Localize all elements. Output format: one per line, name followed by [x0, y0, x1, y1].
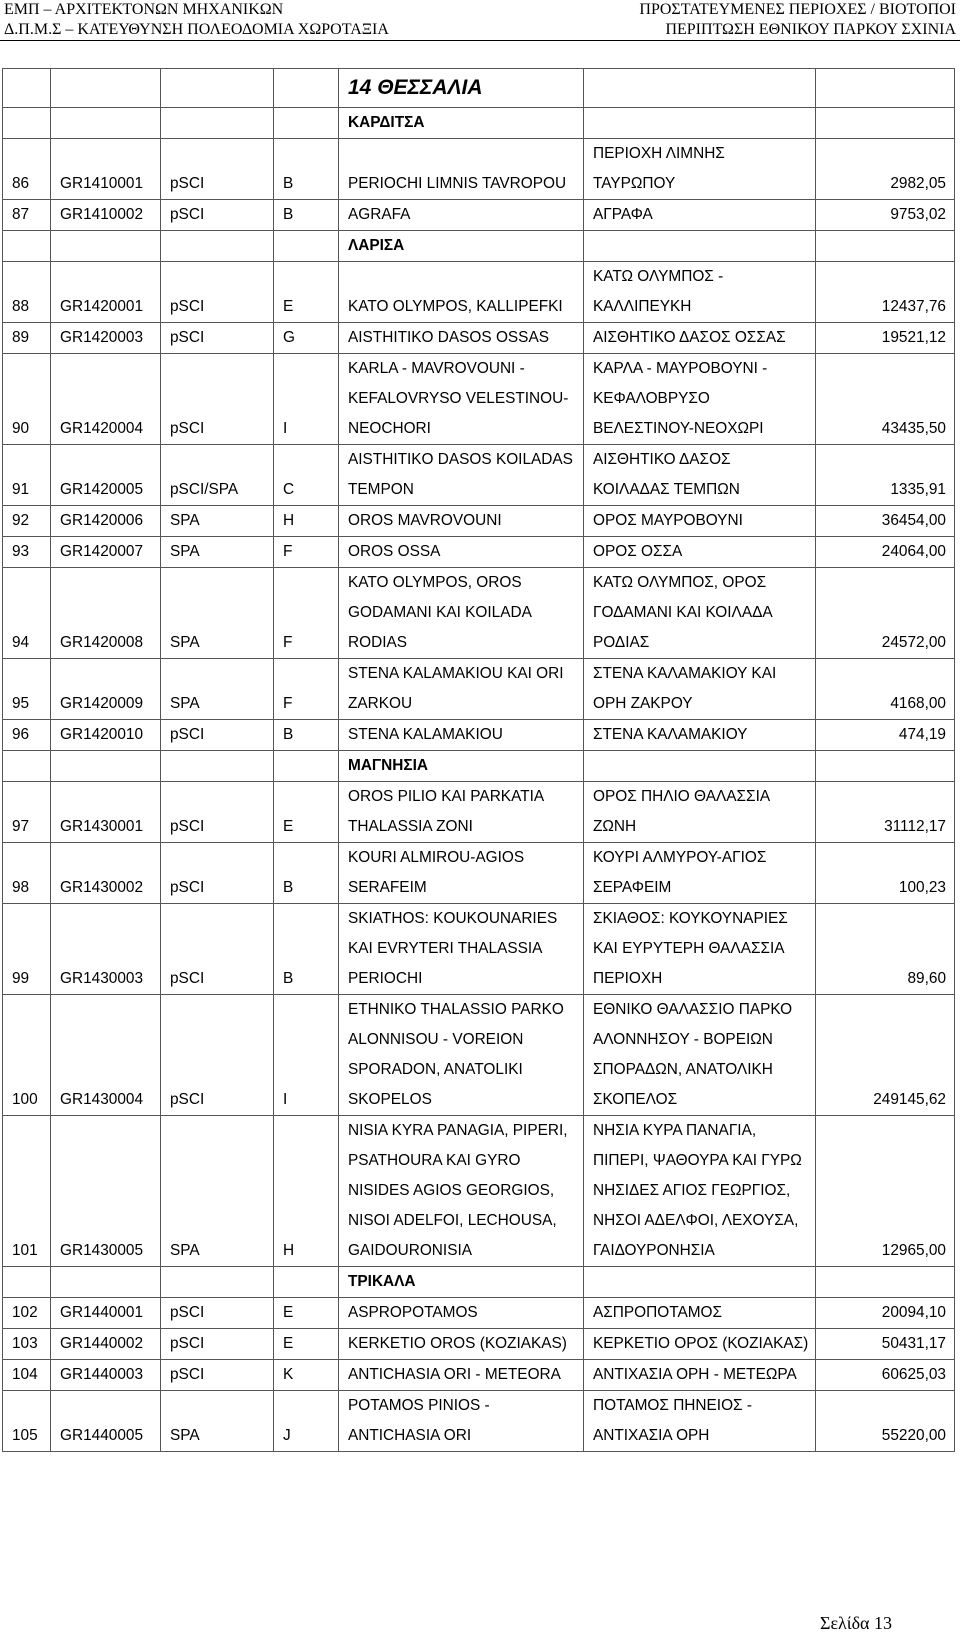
empty-cell	[274, 1267, 339, 1298]
region-row	[3, 231, 955, 262]
site-code: GR1420001	[51, 262, 161, 323]
site-name-greek: ΝΗΣΙΑ ΚΥΡΑ ΠΑΝΑΓΙΑ, ΠΙΠΕΡΙ, ΨΑΘΟΥΡΑ ΚΑΙ ΓΥΡΩ ΝΗΣΙΔΕΣ ΑΓΙΟΣ ΓΕΩΡΓΙΟΣ, ΝΗΣΟΙ ΑΔΕΛΦΟΙ, ΛΕΧΟΥΣΑ, ΓΑΙΔΟΥΡΟΝΗΣΙΑ	[584, 1116, 816, 1267]
row-number: 100	[3, 995, 51, 1116]
table-row	[3, 1329, 955, 1360]
site-code: GR1440003	[51, 1360, 161, 1391]
region-title: ΜΑΓΝΗΣΙΑ	[339, 751, 584, 782]
row-number: 87	[3, 200, 51, 231]
site-name-latin: AISTHITIKO DASOS OSSAS	[339, 323, 584, 354]
table-row	[3, 506, 955, 537]
section-row	[3, 69, 955, 108]
row-number: 104	[3, 1360, 51, 1391]
empty-cell	[51, 1267, 161, 1298]
site-category: E	[274, 1329, 339, 1360]
empty-cell	[274, 751, 339, 782]
region-row	[3, 108, 955, 139]
site-category: I	[274, 354, 339, 445]
site-name-latin: KATO OLYMPOS, OROS GODAMANI KAI KOILADA RODIAS	[339, 568, 584, 659]
site-code: GR1430002	[51, 843, 161, 904]
table-row	[3, 1298, 955, 1329]
row-number: 103	[3, 1329, 51, 1360]
table-row	[3, 1360, 955, 1391]
empty-cell	[816, 231, 955, 262]
site-code: GR1420007	[51, 537, 161, 568]
row-number: 95	[3, 659, 51, 720]
site-category: B	[274, 904, 339, 995]
empty-cell	[584, 751, 816, 782]
row-number: 89	[3, 323, 51, 354]
site-name-greek: ΚΟΥΡΙ ΑΛΜΥΡΟΥ-ΑΓΙΟΣ ΣΕΡΑΦΕΙΜ	[584, 843, 816, 904]
site-type: pSCI	[161, 200, 274, 231]
site-category: B	[274, 843, 339, 904]
site-category: F	[274, 659, 339, 720]
row-number: 97	[3, 782, 51, 843]
site-area: 249145,62	[816, 995, 955, 1116]
site-area: 60625,03	[816, 1360, 955, 1391]
site-name-greek: ΚΑΡΛΑ - ΜΑΥΡΟΒΟΥΝΙ - ΚΕΦΑΛΟΒΡΥΣΟ ΒΕΛΕΣΤΙΝΟΥ-ΝΕΟΧΩΡΙ	[584, 354, 816, 445]
protected-areas-table	[2, 68, 955, 1452]
site-name-latin: OROS MAVROVOUNI	[339, 506, 584, 537]
region-title: ΛΑΡΙΣΑ	[339, 231, 584, 262]
site-area: 24064,00	[816, 537, 955, 568]
row-number: 91	[3, 445, 51, 506]
site-type: pSCI	[161, 1329, 274, 1360]
site-code: GR1430004	[51, 995, 161, 1116]
empty-cell	[584, 231, 816, 262]
site-name-latin: PERIOCHI LIMNIS TAVROPOU	[339, 139, 584, 200]
empty-cell	[51, 231, 161, 262]
site-type: pSCI	[161, 720, 274, 751]
site-area: 1335,91	[816, 445, 955, 506]
table-row	[3, 200, 955, 231]
site-name-latin: KARLA - MAVROVOUNI - KEFALOVRYSO VELESTINOU-NEOCHORI	[339, 354, 584, 445]
site-area: 19521,12	[816, 323, 955, 354]
empty-cell	[3, 69, 51, 108]
header-left	[4, 0, 389, 40]
site-name-greek: ΕΘΝΙΚΟ ΘΑΛΑΣΣΙΟ ΠΑΡΚΟ ΑΛΟΝΝΗΣΟΥ - ΒΟΡΕΙΩΝ ΣΠΟΡΑΔΩΝ, ΑΝΑΤΟΛΙΚΗ ΣΚΟΠΕΛΟΣ	[584, 995, 816, 1116]
site-category: E	[274, 262, 339, 323]
empty-cell	[3, 108, 51, 139]
site-name-greek: ΑΙΣΘΗΤΙΚΟ ΔΑΣΟΣ ΚΟΙΛΑΔΑΣ ΤΕΜΠΩΝ	[584, 445, 816, 506]
site-name-latin: AISTHITIKO DASOS KOILADAS TEMPON	[339, 445, 584, 506]
site-category: C	[274, 445, 339, 506]
site-type: pSCI	[161, 323, 274, 354]
site-type: pSCI	[161, 904, 274, 995]
site-area: 474,19	[816, 720, 955, 751]
site-type: SPA	[161, 659, 274, 720]
site-area: 36454,00	[816, 506, 955, 537]
empty-cell	[51, 108, 161, 139]
site-code: GR1420008	[51, 568, 161, 659]
empty-cell	[161, 108, 274, 139]
table-row	[3, 1116, 955, 1267]
table-row	[3, 354, 955, 445]
site-category: F	[274, 568, 339, 659]
site-name-greek: ΑΝΤΙΧΑΣΙΑ ΟΡΗ - ΜΕΤΕΩΡΑ	[584, 1360, 816, 1391]
row-number: 99	[3, 904, 51, 995]
row-number: 98	[3, 843, 51, 904]
site-name-latin: NISIA KYRA PANAGIA, PIPERI, PSATHOURA KAI GYRO NISIDES AGIOS GEORGIOS, NISOI ADELFOI, LECHOUSA, GAIDOURONISIA	[339, 1116, 584, 1267]
site-code: GR1410001	[51, 139, 161, 200]
empty-cell	[816, 751, 955, 782]
empty-cell	[274, 231, 339, 262]
site-category: H	[274, 506, 339, 537]
site-name-greek: ΣΤΕΝΑ ΚΑΛΑΜΑΚΙΟΥ	[584, 720, 816, 751]
site-name-latin: KERKETIO OROS (KOZIAKAS)	[339, 1329, 584, 1360]
site-type: SPA	[161, 506, 274, 537]
site-name-greek: ΣΚΙΑΘΟΣ: ΚΟΥΚΟΥΝΑΡΙΕΣ ΚΑΙ ΕΥΡΥΤΕΡΗ ΘΑΛΑΣΣΙΑ ΠΕΡΙΟΧΗ	[584, 904, 816, 995]
site-code: GR1430001	[51, 782, 161, 843]
site-name-latin: POTAMOS PINIOS - ANTICHASIA ORI	[339, 1391, 584, 1452]
site-area: 31112,17	[816, 782, 955, 843]
site-code: GR1420010	[51, 720, 161, 751]
site-name-latin: ETHNIKO THALASSIO PARKO ALONNISOU - VOREION SPORADON, ANATOLIKI SKOPELOS	[339, 995, 584, 1116]
site-name-greek: ΠΟΤΑΜΟΣ ΠΗΝΕΙΟΣ - ΑΝΤΙΧΑΣΙΑ ΟΡΗ	[584, 1391, 816, 1452]
table-row	[3, 445, 955, 506]
page-header	[0, 0, 960, 40]
empty-cell	[584, 108, 816, 139]
site-name-greek: ΣΤΕΝΑ ΚΑΛΑΜΑΚΙΟΥ ΚΑΙ ΟΡΗ ΖΑΚΡΟΥ	[584, 659, 816, 720]
table-row	[3, 904, 955, 995]
site-category: E	[274, 782, 339, 843]
site-name-greek: ΑΓΡΑΦΑ	[584, 200, 816, 231]
site-name-latin: KOURI ALMIROU-AGIOS SERAFEIM	[339, 843, 584, 904]
empty-cell	[274, 108, 339, 139]
site-area: 100,23	[816, 843, 955, 904]
site-category: K	[274, 1360, 339, 1391]
row-number: 101	[3, 1116, 51, 1267]
region-row	[3, 1267, 955, 1298]
site-area: 50431,17	[816, 1329, 955, 1360]
site-name-latin: ANTICHASIA ORI - METEORA	[339, 1360, 584, 1391]
table-row	[3, 262, 955, 323]
table-body	[3, 69, 955, 1452]
site-category: B	[274, 200, 339, 231]
site-name-greek: ΠΕΡΙΟΧΗ ΛΙΜΝΗΣ ΤΑΥΡΩΠΟΥ	[584, 139, 816, 200]
site-type: pSCI	[161, 1360, 274, 1391]
header-right	[639, 0, 956, 40]
site-name-latin: STENA KALAMAKIOU KAI ORI ZARKOU	[339, 659, 584, 720]
site-area: 24572,00	[816, 568, 955, 659]
site-category: B	[274, 720, 339, 751]
empty-cell	[274, 69, 339, 108]
empty-cell	[584, 69, 816, 108]
site-code: GR1440001	[51, 1298, 161, 1329]
row-number: 86	[3, 139, 51, 200]
site-type: SPA	[161, 1391, 274, 1452]
site-category: B	[274, 139, 339, 200]
site-type: pSCI	[161, 354, 274, 445]
header-case: ΠΕΡΙΠΤΩΣΗ ΕΘΝΙΚΟΥ ΠΑΡΚΟΥ ΣΧΙΝΙΑ	[665, 21, 956, 38]
site-name-latin: STENA KALAMAKIOU	[339, 720, 584, 751]
site-type: pSCI	[161, 782, 274, 843]
header-divider	[0, 40, 960, 41]
region-title: ΤΡΙΚΑΛΑ	[339, 1267, 584, 1298]
site-category: I	[274, 995, 339, 1116]
table-row	[3, 568, 955, 659]
table-row	[3, 843, 955, 904]
table-row	[3, 537, 955, 568]
section-title: 14 ΘΕΣΣΑΛΙΑ	[339, 69, 584, 108]
site-name-latin: ASPROPOTAMOS	[339, 1298, 584, 1329]
site-area: 12437,76	[816, 262, 955, 323]
table-row	[3, 323, 955, 354]
empty-cell	[161, 231, 274, 262]
header-program: Δ.Π.Μ.Σ – ΚΑΤΕΥΘΥΝΣΗ ΠΟΛΕΟΔΟΜΙΑ ΧΩΡΟΤΑΞΙΑ	[4, 21, 389, 38]
site-type: pSCI	[161, 1298, 274, 1329]
site-name-greek: ΚΑΤΩ ΟΛΥΜΠΟΣ, ΟΡΟΣ ΓΟΔΑΜΑΝΙ ΚΑΙ ΚΟΙΛΑΔΑ ΡΟΔΙΑΣ	[584, 568, 816, 659]
empty-cell	[816, 1267, 955, 1298]
header-institution: ΕΜΠ – ΑΡΧΙΤΕΚΤΟΝΩΝ ΜΗΧΑΝΙΚΩΝ	[4, 1, 284, 18]
row-number: 92	[3, 506, 51, 537]
empty-cell	[3, 751, 51, 782]
site-category: F	[274, 537, 339, 568]
empty-cell	[3, 231, 51, 262]
row-number: 88	[3, 262, 51, 323]
site-category: E	[274, 1298, 339, 1329]
empty-cell	[816, 69, 955, 108]
site-name-greek: ΚΑΤΩ ΟΛΥΜΠΟΣ - ΚΑΛΛΙΠΕΥΚΗ	[584, 262, 816, 323]
site-type: SPA	[161, 537, 274, 568]
site-type: pSCI	[161, 995, 274, 1116]
empty-cell	[161, 1267, 274, 1298]
site-name-latin: KATO OLYMPOS, KALLIPEFKI	[339, 262, 584, 323]
empty-cell	[51, 751, 161, 782]
region-title: ΚΑΡΔΙΤΣΑ	[339, 108, 584, 139]
site-code: GR1440002	[51, 1329, 161, 1360]
table-row	[3, 720, 955, 751]
table-row	[3, 1391, 955, 1452]
empty-cell	[161, 69, 274, 108]
table-row	[3, 659, 955, 720]
site-name-greek: ΑΙΣΘΗΤΙΚΟ ΔΑΣΟΣ ΟΣΣΑΣ	[584, 323, 816, 354]
row-number: 102	[3, 1298, 51, 1329]
site-area: 4168,00	[816, 659, 955, 720]
site-area: 43435,50	[816, 354, 955, 445]
site-code: GR1420009	[51, 659, 161, 720]
site-category: H	[274, 1116, 339, 1267]
site-category: J	[274, 1391, 339, 1452]
site-code: GR1440005	[51, 1391, 161, 1452]
region-row	[3, 751, 955, 782]
empty-cell	[584, 1267, 816, 1298]
header-topic: ΠΡΟΣΤΑΤΕΥΜΕΝΕΣ ΠΕΡΙΟΧΕΣ / ΒΙΟΤΟΠΟΙ	[639, 1, 956, 18]
site-area: 89,60	[816, 904, 955, 995]
site-code: GR1420004	[51, 354, 161, 445]
site-code: GR1420003	[51, 323, 161, 354]
site-type: pSCI	[161, 262, 274, 323]
site-name-latin: SKIATHOS: KOUKOUNARIES KAI EVRYTERI THALASSIA PERIOCHI	[339, 904, 584, 995]
site-type: pSCI	[161, 139, 274, 200]
row-number: 94	[3, 568, 51, 659]
empty-cell	[161, 751, 274, 782]
site-area: 55220,00	[816, 1391, 955, 1452]
site-type: pSCI/SPA	[161, 445, 274, 506]
row-number: 105	[3, 1391, 51, 1452]
site-name-greek: ΟΡΟΣ ΠΗΛΙΟ ΘΑΛΑΣΣΙΑ ΖΩΝΗ	[584, 782, 816, 843]
page-number: Σελίδα 13	[819, 1613, 892, 1633]
site-code: GR1410002	[51, 200, 161, 231]
row-number: 96	[3, 720, 51, 751]
site-category: G	[274, 323, 339, 354]
site-name-latin: OROS OSSA	[339, 537, 584, 568]
table-row	[3, 139, 955, 200]
site-name-latin: OROS PILIO KAI PARKATIA THALASSIA ZONI	[339, 782, 584, 843]
site-code: GR1430003	[51, 904, 161, 995]
site-code: GR1420005	[51, 445, 161, 506]
site-name-greek: ΟΡΟΣ ΟΣΣΑ	[584, 537, 816, 568]
table-row	[3, 782, 955, 843]
site-code: GR1420006	[51, 506, 161, 537]
site-name-latin: AGRAFA	[339, 200, 584, 231]
site-name-greek: ΑΣΠΡΟΠΟΤΑΜΟΣ	[584, 1298, 816, 1329]
table-row	[3, 995, 955, 1116]
row-number: 93	[3, 537, 51, 568]
empty-cell	[816, 108, 955, 139]
site-area: 12965,00	[816, 1116, 955, 1267]
site-type: SPA	[161, 1116, 274, 1267]
site-type: SPA	[161, 568, 274, 659]
site-area: 9753,02	[816, 200, 955, 231]
empty-cell	[3, 1267, 51, 1298]
site-area: 2982,05	[816, 139, 955, 200]
site-code: GR1430005	[51, 1116, 161, 1267]
row-number: 90	[3, 354, 51, 445]
site-area: 20094,10	[816, 1298, 955, 1329]
site-name-greek: ΚΕΡΚΕΤΙΟ ΟΡΟΣ (ΚΟΖΙΑΚΑΣ)	[584, 1329, 816, 1360]
site-name-greek: ΟΡΟΣ ΜΑΥΡΟΒΟΥΝΙ	[584, 506, 816, 537]
site-type: pSCI	[161, 843, 274, 904]
empty-cell	[51, 69, 161, 108]
